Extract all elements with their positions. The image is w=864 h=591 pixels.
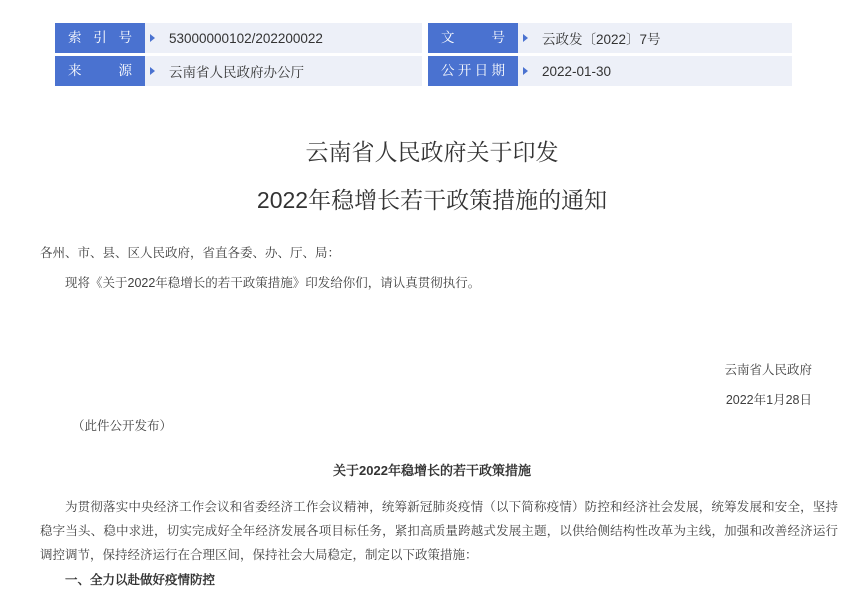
arrow-right-icon [523,34,528,42]
salutation-line: 各州、市、县、区人民政府，省直各委、办、厅、局： [40,246,341,260]
meta-field-publish-date [428,56,792,86]
attachment-title: 关于2022年稳增长的若干政策措施 [333,463,531,478]
page-title [0,128,864,224]
section-heading-1: 一、全力以赴做好疫情防控 [65,573,216,587]
meta-label-index-number: 索引号 [55,23,145,53]
meta-value-doc-number: 云政发〔2022〕7号 [542,32,661,47]
meta-value-index-number: 53000000102/202200022 [169,30,323,46]
attachment-paragraph: 为贯彻落实中央经济工作会议和省委经济工作会议精神，统筹新冠肺炎疫情（以下简称疫情）防控和经济社会发展，统筹发展和安全，坚持稳字当头、稳中求进，切实完成好全年经济发展各项目标任务，紧扣高质量跨越式发展主题，以供给侧结构性改革为主线，加强和改善经济运行调控调节，保持经济运行在合理区间，保持社会大局稳定，制定以下政策措施： [40,500,838,562]
meta-label-doc-number: 文号 [428,23,518,53]
meta-value-wrap [518,23,792,53]
meta-value-source: 云南省人民政府办公厅 [169,65,304,80]
meta-field-doc-number [428,23,792,53]
metadata-table [55,23,792,86]
arrow-right-icon [150,67,155,75]
meta-field-source [55,56,422,86]
page-title-line2: 2022年稳增长若干政策措施的通知 [256,187,608,213]
meta-value-wrap [145,23,422,53]
meta-value-wrap [518,56,792,86]
signature-name: 云南省人民政府 [724,363,812,377]
meta-label-publish-date: 公开日期 [428,56,518,86]
meta-field-index-number [55,23,422,53]
arrow-right-icon [523,67,528,75]
meta-value-publish-date: 2022-01-30 [542,63,612,79]
publish-note: （此件公开发布） [72,419,173,433]
meta-label-source: 来源 [55,56,145,86]
page-title-line1: 云南省人民政府关于印发 [305,139,559,165]
signature-date: 2022年1月28日 [725,393,812,407]
meta-value-wrap [145,56,422,86]
arrow-right-icon [150,34,155,42]
forward-paragraph: 现将《关于2022年稳增长的若干政策措施》印发给你们，请认真贯彻执行。 [65,276,481,290]
